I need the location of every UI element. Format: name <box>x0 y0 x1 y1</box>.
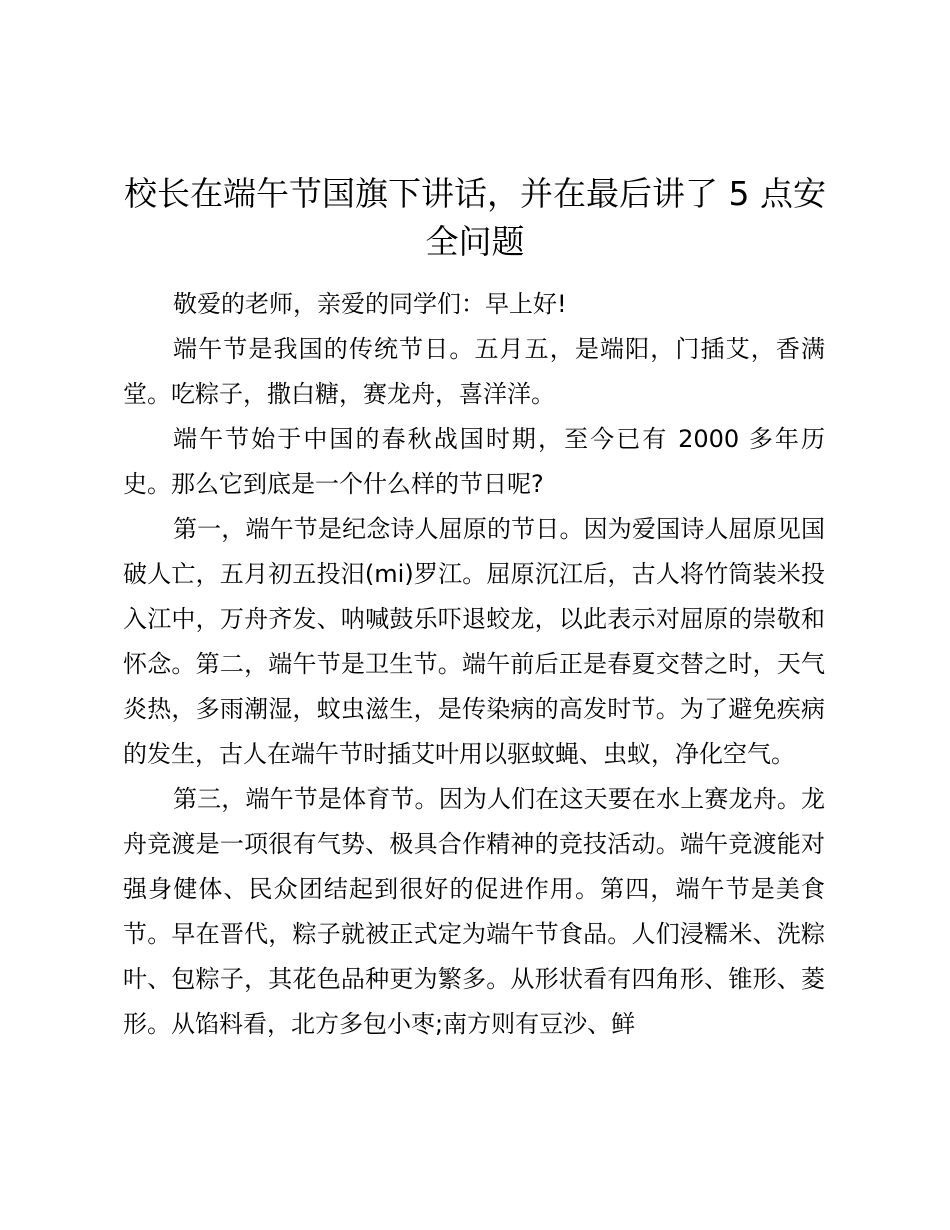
paragraph-third-fourth: 第三，端午节是体育节。因为人们在这天要在水上赛龙舟。龙舟竞渡是一项很有气势、极具合作精神的竞技活动。端午竞渡能对强身健体、民众团结起到很好的促进作用。第四，端午节是美食节。早在晋代，粽子就被正式定为端午节食品。人们浸糯米、洗粽叶、包粽子，其花色品种更为繁多。从形状看有四角形、锥形、菱形。从馅料看，北方多包小枣;南方则有豆沙、鲜 <box>123 785 825 1038</box>
document-title: 校长在端午节国旗下讲话，并在最后讲了 5 点安全问题 <box>124 174 826 261</box>
document-body <box>123 282 825 1047</box>
paragraph-greeting: 敬爱的老师，亲爱的同学们：早上好! <box>173 290 567 318</box>
paragraph-history: 端午节始于中国的春秋战国时期，至今已有 2000 多年历史。那么它到底是一个什么样的节日呢? <box>123 425 825 498</box>
paragraph-first-second: 第一，端午节是纪念诗人屈原的节日。因为爱国诗人屈原见国破人亡，五月初五投汨(mi)罗江。屈原沉江后，古人将竹筒装米投入江中，万舟齐发、呐喊鼓乐吓退蛟龙，以此表示对屈原的崇敬和怀念。第二，端午节是卫生节。端午前后正是春夏交替之时，天气炎热，多雨潮湿，蚊虫滋生，是传染病的高发时节。为了避免疾病的发生，古人在端午节时插艾叶用以驱蚊蝇、虫蚁，净化空气。 <box>123 515 825 768</box>
paragraph-intro: 端午节是我国的传统节日。五月五，是端阳，门插艾，香满堂。吃粽子，撒白糖，赛龙舟，喜洋洋。 <box>123 335 825 408</box>
